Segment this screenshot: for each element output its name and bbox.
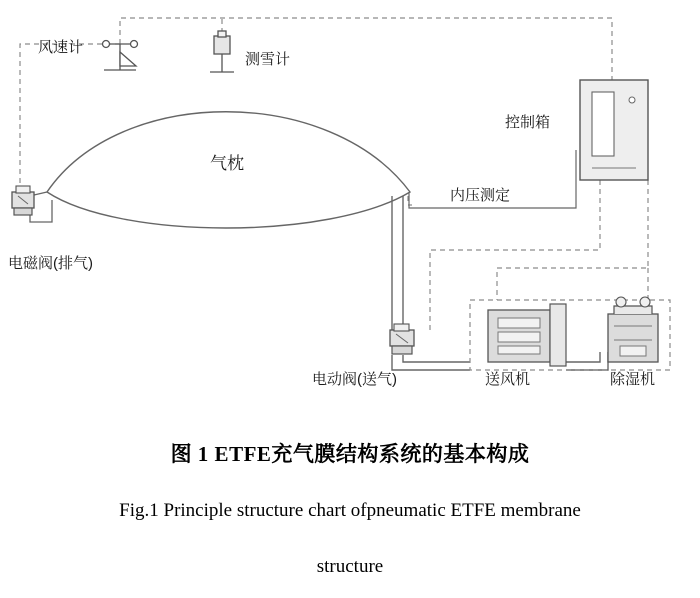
duct-blower-to-dehumidifier-2 (566, 352, 608, 370)
label-motor-valve: 电动阀(送气) (312, 371, 397, 388)
duct-blower-to-dehumidifier (566, 352, 600, 362)
snow-gauge-icon (210, 31, 234, 72)
figure-caption-english-line1: Fig.1 Principle structure chart ofpneumatic ETFE membrane (119, 500, 581, 521)
anemometer-icon (103, 41, 138, 71)
duct-cushion-to-solenoid (34, 192, 47, 195)
label-internal-pressure: 内压测定 (450, 187, 511, 204)
figure-caption-english-line2: structure (316, 556, 384, 577)
blower-icon (488, 304, 566, 366)
label-dehumidifier: 除湿机 (610, 371, 656, 388)
figure-caption-chinese: 图 1 ETFE充气膜结构系统的基本构成 (170, 442, 530, 466)
label-air-cushion: 气枕 (210, 154, 244, 173)
wire-control-to-blower (497, 180, 648, 300)
control-box-icon (580, 80, 648, 180)
dehumidifier-icon (608, 297, 658, 362)
label-anemometer: 风速计 (38, 39, 84, 56)
label-snow-gauge: 测雪计 (245, 51, 291, 68)
label-control-box: 控制箱 (505, 114, 551, 131)
solenoid-valve-icon (12, 186, 34, 215)
label-blower: 送风机 (485, 371, 531, 388)
label-solenoid-valve: 电磁阀(排气) (8, 255, 93, 272)
duct-motorvalve-to-blower-2 (403, 355, 470, 362)
wire-anemometer-to-control (120, 18, 612, 80)
motor-valve-icon (390, 324, 414, 354)
